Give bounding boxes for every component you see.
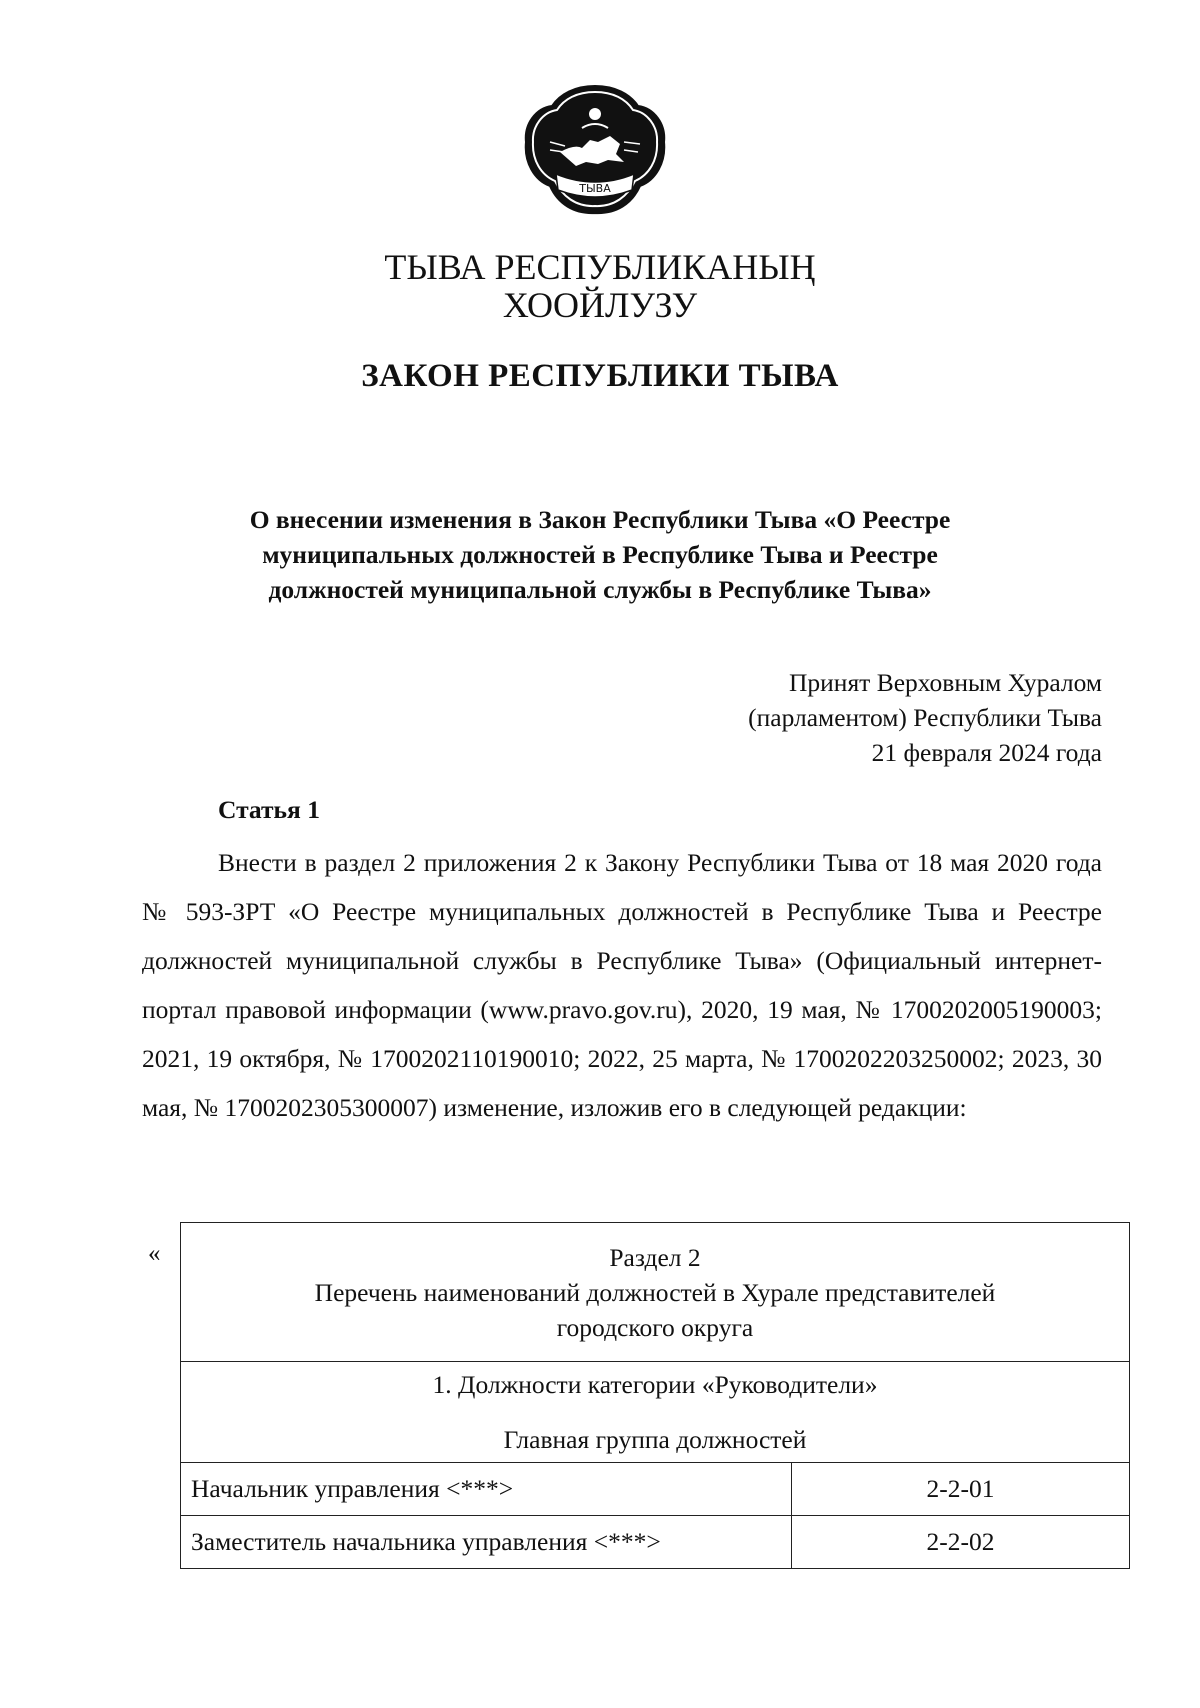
adoption-line1: Принят Верховным Хуралом bbox=[789, 668, 1102, 697]
position-name: Заместитель начальника управления <***> bbox=[181, 1516, 792, 1569]
table-row bbox=[181, 1463, 1130, 1516]
emblem-label: ТЫВА bbox=[579, 182, 611, 195]
tuvan-heading bbox=[0, 248, 1200, 324]
adoption-note bbox=[748, 665, 1102, 770]
law-title bbox=[0, 502, 1200, 607]
group-heading: Главная группа должностей bbox=[181, 1417, 1130, 1463]
opening-quote: « bbox=[148, 1240, 161, 1267]
law-title-line1: О внесении изменения в Закон Республики Тыва «О Реестре bbox=[249, 505, 951, 534]
article-text: Внести в раздел 2 приложения 2 к Закону Республики Тыва от 18 мая 2020 года № 593-ЗРТ «О Реестре муниципальных должностей в Республике Тыва и Реестре должностей муниципальной службы в Республике Тыва» (Официальный интернет-портал правовой информации (www.pravo.gov.ru), 2020, 19 мая, № 1700202005190003; 2021, 19 октября, № 1700202110190010; 2022, 25 марта, № 1700202203250002; 2023, 30 мая, № 1700202305300007) изменение, изложив его в следующей редакции: bbox=[142, 848, 1102, 1122]
position-code: 2-2-02 bbox=[792, 1516, 1130, 1569]
position-name: Начальник управления <***> bbox=[181, 1463, 792, 1516]
adoption-line2: (парламентом) Республики Тыва bbox=[748, 703, 1102, 732]
tuva-emblem bbox=[520, 82, 670, 217]
law-title-line2: муниципальных должностей в Республике Тыва и Реестре bbox=[262, 540, 938, 569]
section-number: Раздел 2 bbox=[609, 1242, 701, 1272]
section-title-line1: Перечень наименований должностей в Хурале представителей bbox=[314, 1277, 996, 1307]
tuvan-heading-line1: ТЫВА РЕСПУБЛИКАНЫҢ bbox=[384, 247, 816, 287]
law-title-line3: должностей муниципальной службы в Республике Тыва» bbox=[268, 575, 932, 604]
tuvan-heading-line2: ХООЙЛУЗУ bbox=[502, 285, 698, 325]
positions-table bbox=[180, 1222, 1130, 1569]
article-body bbox=[142, 838, 1102, 1132]
section-header-cell bbox=[181, 1223, 1130, 1362]
section-title-line2: городского округа bbox=[556, 1312, 754, 1342]
position-code: 2-2-01 bbox=[792, 1463, 1130, 1516]
table-row bbox=[181, 1516, 1130, 1569]
law-heading: ЗАКОН РЕСПУБЛИКИ ТЫВА bbox=[361, 358, 839, 394]
article-heading: Статья 1 bbox=[218, 795, 320, 824]
adoption-date: 21 февраля 2024 года bbox=[871, 738, 1102, 767]
category-heading: 1. Должности категории «Руководители» bbox=[181, 1362, 1130, 1418]
